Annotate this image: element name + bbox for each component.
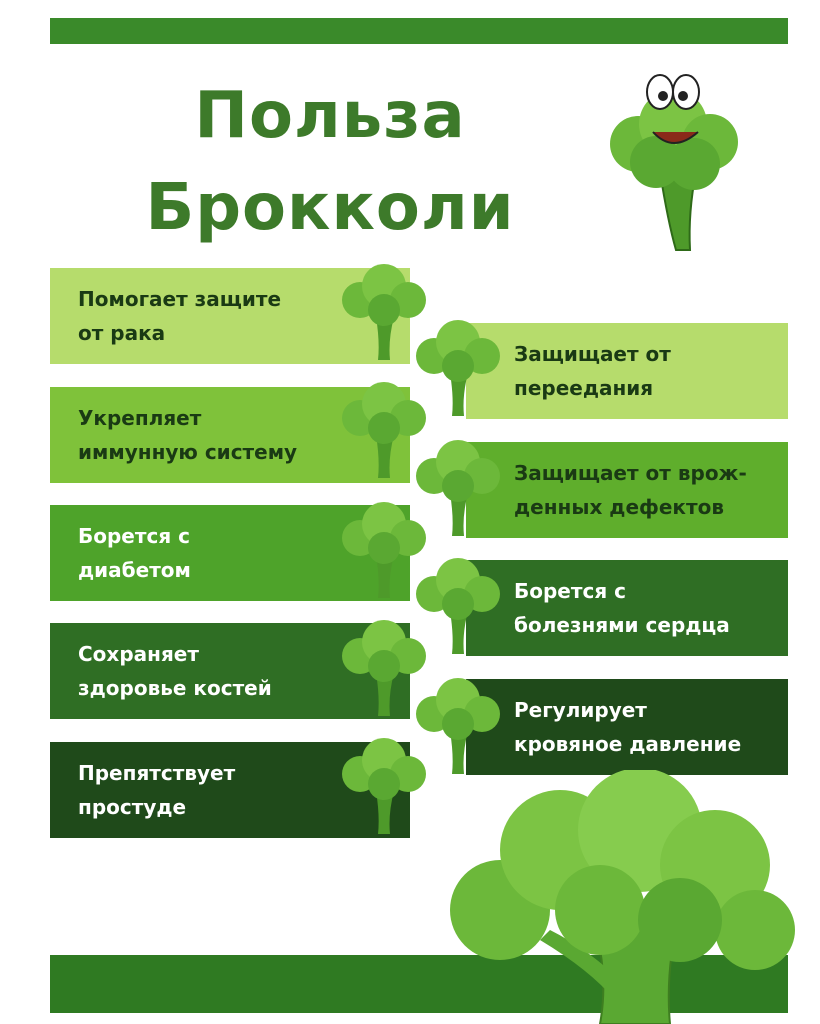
- benefit-line-1: Помогает защите: [78, 287, 282, 311]
- benefit-right-2: [466, 442, 788, 538]
- benefit-line-2: здоровье костей: [78, 676, 272, 700]
- benefit-line-2: иммунную систему: [78, 440, 298, 464]
- benefit-right-4: [466, 679, 788, 775]
- broccoli-icon: [338, 736, 430, 836]
- benefit-text: [514, 574, 730, 642]
- benefit-line-2: простуде: [78, 795, 187, 819]
- broccoli-large-icon: [440, 770, 800, 1024]
- benefit-right-1: [466, 323, 788, 419]
- benefit-text: [78, 756, 235, 824]
- benefit-line-1: Укрепляет: [78, 406, 202, 430]
- benefit-line-2: диабетом: [78, 558, 191, 582]
- benefit-text: [78, 637, 272, 705]
- broccoli-mascot-icon: [598, 62, 748, 252]
- benefit-line-1: Регулирует: [514, 698, 647, 722]
- benefit-line-1: Препятствует: [78, 761, 236, 785]
- benefit-line-2: кровяное давление: [514, 732, 742, 756]
- benefit-line-1: Борется с: [78, 524, 190, 548]
- benefit-text: [514, 456, 747, 524]
- benefit-line-1: Защищает от: [514, 342, 671, 366]
- benefit-text: [78, 401, 297, 469]
- benefit-line-1: Сохраняет: [78, 642, 199, 666]
- page-title: [120, 70, 540, 254]
- benefit-line-2: денных дефектов: [514, 495, 724, 519]
- benefit-line-2: от рака: [78, 321, 166, 345]
- benefit-text: [514, 337, 671, 405]
- benefit-text: [514, 693, 741, 761]
- benefit-text: [78, 519, 191, 587]
- benefit-line-1: Защищает от врож-: [514, 461, 747, 485]
- benefit-line-2: переедания: [514, 376, 654, 400]
- title-line-1: Польза: [194, 79, 466, 153]
- benefit-line-1: Борется с: [514, 579, 626, 603]
- benefit-text: [78, 282, 281, 350]
- benefit-line-2: болезнями сердца: [514, 613, 730, 637]
- top-stripe: [50, 18, 788, 44]
- benefit-right-3: [466, 560, 788, 656]
- title-line-2: Брокколи: [145, 171, 515, 245]
